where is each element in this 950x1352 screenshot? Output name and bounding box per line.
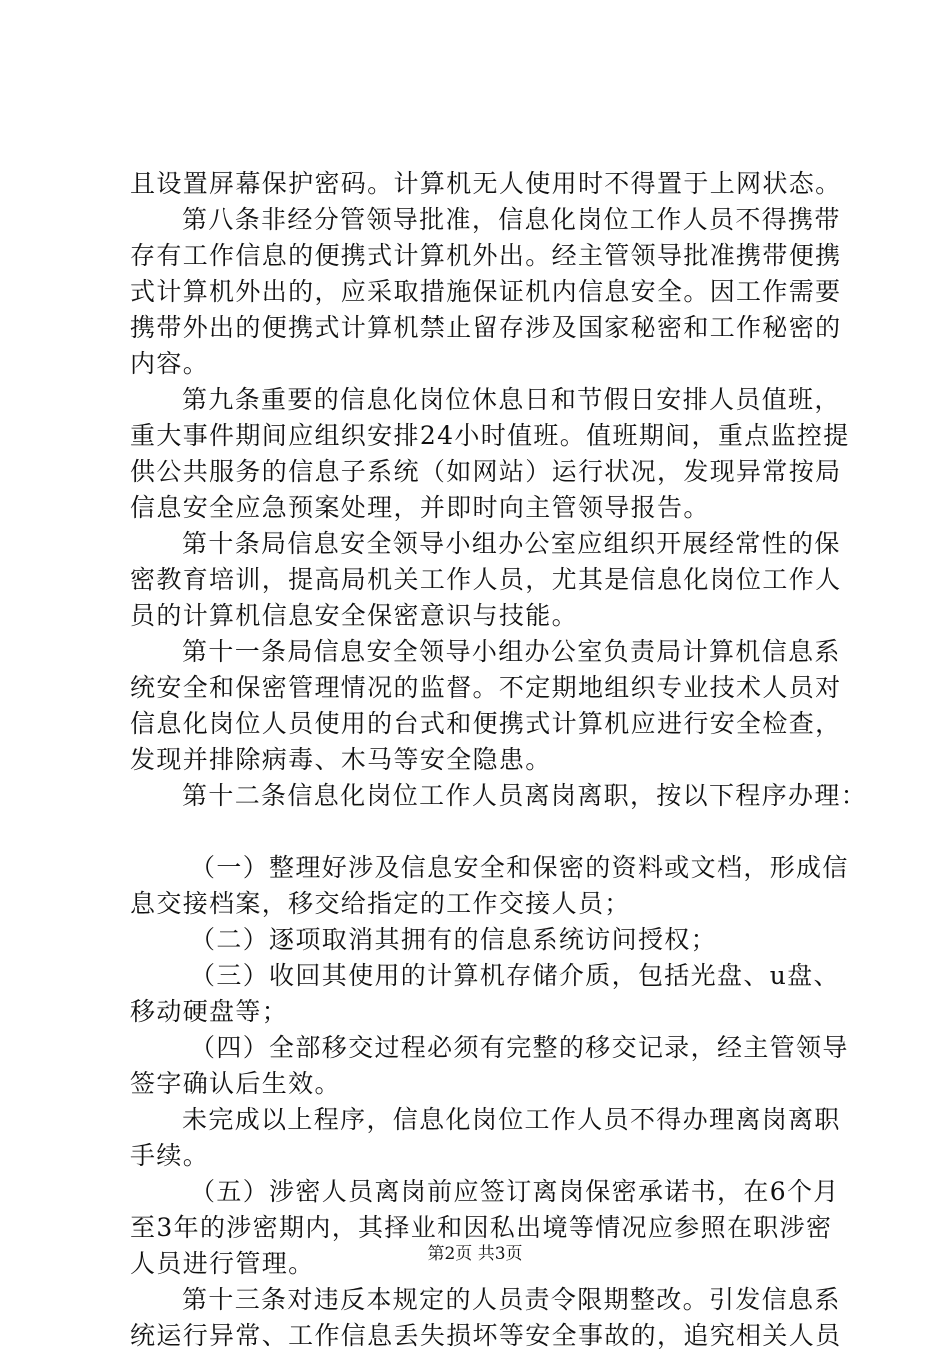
- text-line: 重大事件期间应组织安排24小时值班。值班期间，重点监控提: [130, 421, 850, 450]
- text-line: 式计算机外出的，应采取措施保证机内信息安全。因工作需要: [130, 277, 842, 306]
- article-11-line: 第十一条局信息安全领导小组办公室负责局计算机信息系: [182, 637, 841, 666]
- text-line: 移动硬盘等；: [130, 997, 289, 1026]
- text-line: 信息化岗位人员使用的台式和便携式计算机应进行安全检查，: [130, 709, 842, 738]
- text-line: 至3年的涉密期内，其择业和因私出境等情况应参照在职涉密: [130, 1213, 833, 1242]
- text-line: 统安全和保密管理情况的监督。不定期地组织专业技术人员对: [130, 673, 842, 702]
- text-line: 供公共服务的信息子系统（如网站）运行状况，发现异常按局: [130, 457, 842, 486]
- article-8-line: 第八条非经分管领导批准，信息化岗位工作人员不得携带: [182, 205, 841, 234]
- text-line: 内容。: [130, 349, 210, 378]
- text-line: 信息安全应急预案处理，并即时向主管领导报告。: [130, 493, 710, 522]
- article-10-line: 第十条局信息安全领导小组办公室应组织开展经常性的保: [182, 529, 841, 558]
- procedure-item-3: （三）收回其使用的计算机存储介质，包括光盘、u盘、: [190, 961, 840, 990]
- text-line: 存有工作信息的便携式计算机外出。经主管领导批准携带便携: [130, 241, 842, 270]
- article-12-line: 第十二条信息化岗位工作人员离岗离职，按以下程序办理：: [182, 781, 868, 810]
- procedure-item-5: （五）涉密人员离岗前应签订离岗保密承诺书，在6个月: [190, 1177, 840, 1206]
- procedure-item-1: （一）整理好涉及信息安全和保密的资料或文档，形成信: [190, 853, 849, 882]
- page-footer: 第2页 共3页: [427, 1244, 523, 1264]
- text-line: 统运行异常、工作信息丢失损坏等安全事故的，追究相关人员: [130, 1321, 842, 1350]
- text-line: 息交接档案，移交给指定的工作交接人员；: [130, 889, 631, 918]
- text-line: 签字确认后生效。: [130, 1069, 341, 1098]
- text-line: 携带外出的便携式计算机禁止留存涉及国家秘密和工作秘密的: [130, 313, 842, 342]
- text-line: 发现并排除病毒、木马等安全隐患。: [130, 745, 552, 774]
- procedure-item-4: （四）全部移交过程必须有完整的移交记录，经主管领导: [190, 1033, 849, 1062]
- text-line: 人员进行管理。: [130, 1249, 315, 1278]
- text-line: 密教育培训，提高局机关工作人员，尤其是信息化岗位工作人: [130, 565, 842, 594]
- article-9-line: 第九条重要的信息化岗位休息日和节假日安排人员值班，: [182, 385, 841, 414]
- text-line: 手续。: [130, 1141, 210, 1170]
- article-13-line: 第十三条对违反本规定的人员责令限期整改。引发信息系: [182, 1285, 841, 1314]
- text-line: 员的计算机信息安全保密意识与技能。: [130, 601, 578, 630]
- procedure-item-2: （二）逐项取消其拥有的信息系统访问授权；: [190, 925, 718, 954]
- text-line: 且设置屏幕保护密码。计算机无人使用时不得置于上网状态。: [130, 169, 842, 198]
- text-line: 未完成以上程序，信息化岗位工作人员不得办理离岗离职: [182, 1105, 841, 1134]
